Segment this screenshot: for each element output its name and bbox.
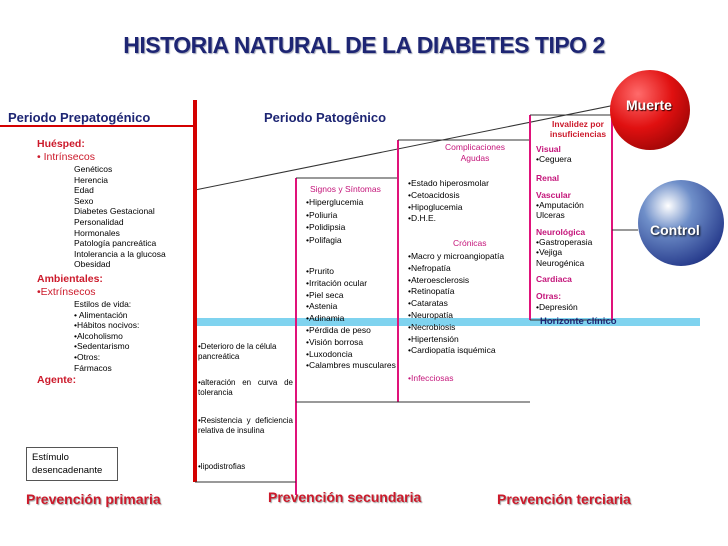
list-item: •Luxodoncia [306,348,353,359]
visual-label: Visual [536,144,561,154]
cardiaca-label: Cardiaca [536,273,572,284]
list-item: Diabetes Gestacional [74,206,155,217]
list-item: •Hiperglucemia [306,197,364,207]
list-item: •Retinopatía [408,286,455,297]
neurologica-label: Neurológica [536,226,586,237]
list-item: •Ateroesclerosis [408,274,470,285]
list-item: Hormonales [74,227,120,238]
list-item: Patología pancreática [74,238,157,249]
list-item: Edad [74,185,94,196]
horizonte-label: Horizonte clínico [540,316,617,327]
control-label: Control [650,222,700,238]
list-item: •Otros: [74,351,101,362]
list-item: •D.H.E. [408,213,437,224]
signos-header: Signos y Síntomas [310,184,381,194]
extrinsecos-list [74,299,139,373]
infecciosas-label: •Infecciosas [408,373,454,383]
period-prepatogenico: Periodo Prepatogénico [8,110,151,125]
list-item: •Necrobiosis [408,321,456,332]
col1-item: •lipodistrofias [198,462,246,471]
list-item: Intolerancia a la glucosa [74,248,166,259]
intrinsecos-list [74,164,166,270]
prevencion-primaria: Prevención primaria [26,491,161,507]
list-item: •Astenia [306,301,338,312]
col4-block [536,144,612,312]
list-item: •Amputación Ulceras [536,200,584,221]
list-item: •Adinamia [306,313,345,324]
agudas-list [408,178,489,225]
diagram-title: HISTORIA NATURAL DE LA DIABETES TIPO 2 [123,32,605,58]
list-item: •Depresión [536,301,578,312]
agente-label: Agente: [37,374,77,386]
muerte-label: Muerte [626,97,672,113]
list-item: •Poliuria [306,209,338,220]
list-item: •Cetoacidosis [408,189,460,200]
prevencion-terciaria: Prevención terciaria [497,491,631,507]
list-item: •Visión borrosa [306,336,364,347]
signos-list-a [306,196,363,246]
list-item: Sexo [74,195,94,206]
cronicas-header: Crónicas [453,238,487,248]
intrinsecos-label: • Intrínsecos [37,151,95,163]
list-item: •Nefropatía [408,262,451,273]
estimulo-box: Estímulo desencadenante [26,447,118,481]
list-item: •Cardiopatía isquémica [408,345,496,356]
huesped-label: Huésped: [37,138,85,150]
list-item: •Alcoholismo [74,330,123,341]
list-item: •Hipoglucemia [408,201,463,212]
col1-item: •Resistencia y deficiencia relativa de insulina [198,416,293,435]
invalidez-label: Invalidez por insuficiencias [549,119,607,139]
list-item: •Sedentarismo [74,341,130,352]
renal-label: Renal [536,172,560,183]
list-item: Fármacos [74,362,112,373]
list-item: Estilos de vida: [74,299,132,309]
period-patogenico: Periodo Patogênico [264,110,387,125]
list-item: •Cataratas [408,298,448,309]
complicaciones-header: Complicaciones Agudas [445,142,505,163]
prevencion-secundaria: Prevención secundaria [268,489,422,505]
list-item: Obesidad [74,259,111,270]
list-item: •Irritación ocular [306,277,368,288]
list-item: •Pérdida de peso [306,324,371,335]
list-item: •Piel seca [306,289,344,300]
list-item: •Neuropatía [408,309,454,320]
list-item: •Estado hiperosmolar [408,178,489,188]
col1-item: •Deterioro de la célula pancreática [198,342,277,361]
list-item: Herencia [74,174,109,185]
ambientales-label: Ambientales: [37,273,103,285]
list-item: •Calambres musculares [306,360,396,371]
list-item: •Prurito [306,266,335,276]
vascular-label: Vascular [536,189,571,200]
list-item: •Vejiga Neurogénica [536,247,585,268]
col1-item: •alteración en curva de tolerancia [198,378,293,397]
extrinsecos-label: •Extrínsecos [37,286,96,298]
list-item: •Macro y microangiopatía [408,251,505,261]
list-item: •Hipertensión [408,333,459,344]
signos-list-b [306,266,398,372]
list-item: •Polifagia [306,234,342,245]
list-item: •Hábitos nocivos: [74,320,140,331]
list-item: Personalidad [74,216,124,227]
otras-label: Otras: [536,291,562,302]
list-item: •Gastroperasia [536,237,593,248]
list-item: •Ceguera [536,154,572,165]
cronicas-list [408,251,504,357]
list-item: •Polidipsia [306,222,346,232]
list-item: Genéticos [74,164,113,174]
list-item: • Alimentación [74,309,128,320]
